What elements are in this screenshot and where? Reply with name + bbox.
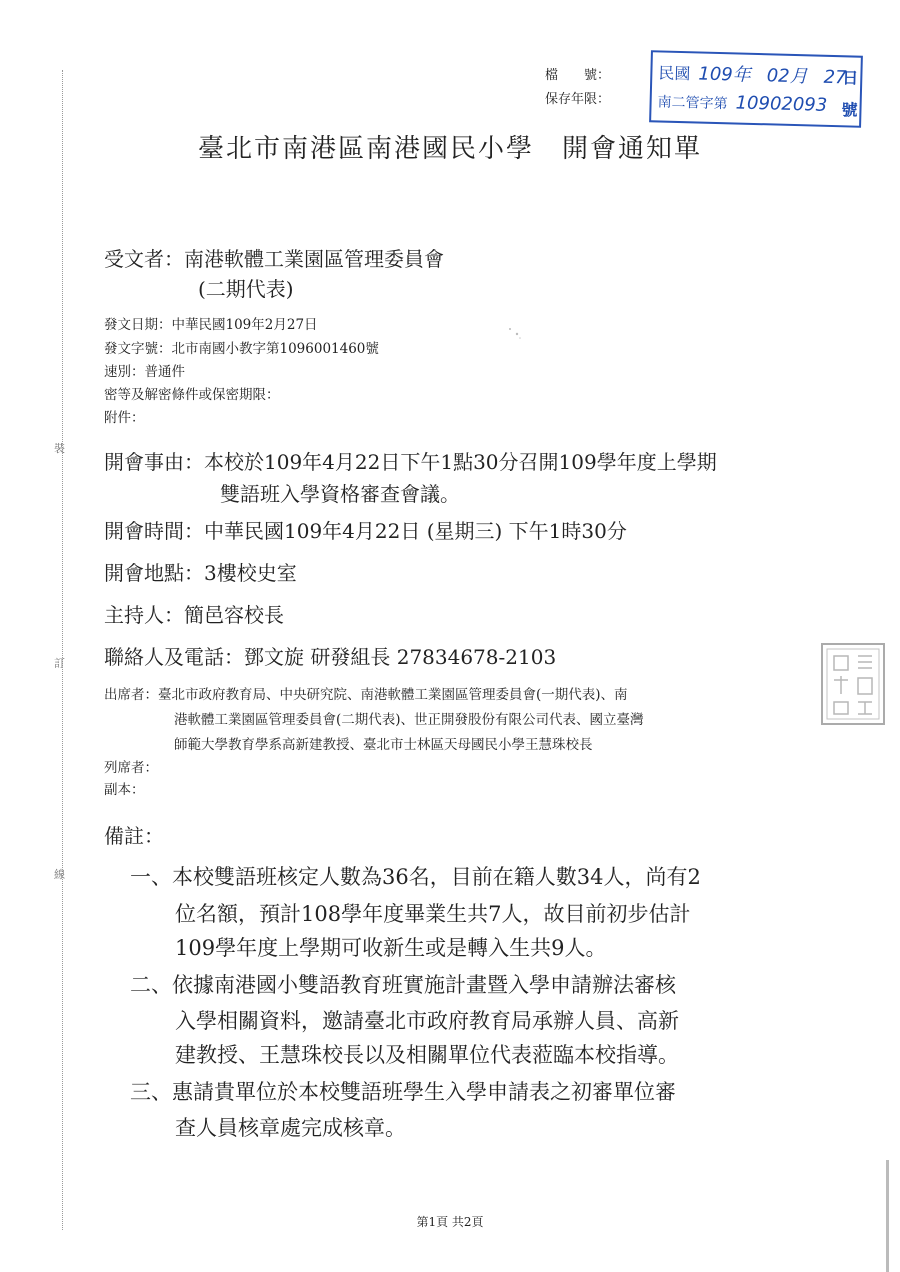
document-title bbox=[0, 128, 900, 165]
stamp-row-date bbox=[658, 58, 855, 89]
remark-item2-line3: 建教授、王慧珠校長以及相關單位代表蒞臨本校指導。 bbox=[175, 1043, 679, 1067]
doc-number: 發文字號：北市南國小教字第1096001460號 bbox=[104, 341, 379, 357]
stamp-day-suffix: 日 bbox=[842, 68, 859, 88]
meeting-place: 開會地點：3樓校史室 bbox=[104, 561, 297, 585]
meeting-purpose-line1: 開會事由：本校於109年4月22日下午1點30分召開109學年度上學期 bbox=[104, 450, 717, 474]
binding-line bbox=[62, 70, 63, 1230]
remark-item1-line3: 109學年度上學期可收新生或是轉入生共9人。 bbox=[175, 936, 607, 960]
scan-speck-icon bbox=[505, 325, 523, 341]
page-number: 第1頁 共2頁 bbox=[416, 1215, 484, 1229]
meeting-purpose-line2: 雙語班入學資格審查會議。 bbox=[220, 482, 460, 506]
attendees-line2: 港軟體工業園區管理委員會(二期代表)、世正開發股份有限公司代表、國立臺灣 bbox=[174, 712, 644, 728]
stamp-year: 109年 bbox=[698, 63, 752, 86]
meeting-time: 開會時間：中華民國109年4月22日 (星期三) 下午1時30分 bbox=[104, 519, 627, 543]
archive-retention-label: 保存年限： bbox=[545, 92, 611, 107]
receipt-stamp bbox=[649, 50, 863, 128]
binding-mark-top: 裝 bbox=[54, 442, 65, 455]
remark-item3-line2: 查人員核章處完成核章。 bbox=[175, 1116, 406, 1140]
stamp-month: 02月 bbox=[766, 65, 808, 88]
archive-file-no bbox=[545, 64, 610, 83]
archive-retention bbox=[545, 88, 610, 107]
binding-mark-middle: 訂 bbox=[54, 657, 65, 670]
binding-mark-bottom: 線 bbox=[54, 868, 65, 881]
remark-item1-line1: 一、本校雙語班核定人數為36名，目前在籍人數34人，尚有2 bbox=[130, 865, 701, 889]
faded-seal-icon bbox=[818, 640, 888, 728]
stamp-day: 27 bbox=[823, 66, 847, 89]
title-org: 臺北市南港區南港國民小學 bbox=[197, 134, 534, 164]
remark-item2-line1: 二、依據南港國小雙語教育班實施計畫暨入學申請辦法審核 bbox=[130, 973, 676, 997]
attendees-line3: 師範大學教育學系高新建教授、臺北市士林區天母國民小學王慧珠校長 bbox=[174, 737, 593, 753]
delivery-speed: 速別：普通件 bbox=[104, 364, 185, 380]
secrecy-level: 密等及解密條件或保密期限： bbox=[104, 387, 280, 403]
attendees-line1: 出席者：臺北市政府教育局、中央研究院、南港軟體工業園區管理委員會(一期代表)、南 bbox=[104, 687, 628, 703]
stamp-number: 10902093 bbox=[735, 92, 828, 116]
recipient-line1: 受文者：南港軟體工業園區管理委員會 bbox=[104, 247, 444, 271]
remark-item2-line2: 入學相關資料，邀請臺北市政府教育局承辦人員、高新 bbox=[175, 1009, 679, 1033]
issue-date: 發文日期：中華民國109年2月27日 bbox=[104, 317, 318, 333]
observers: 列席者： bbox=[104, 760, 158, 776]
meeting-chair: 主持人：簡邑容校長 bbox=[104, 603, 284, 627]
title-doc-type: 開會通知單 bbox=[562, 134, 703, 164]
copies: 副本： bbox=[104, 782, 145, 798]
recipient-line2: (二期代表) bbox=[198, 277, 294, 301]
meeting-contact: 聯絡人及電話：鄧文旋 研發組長 27834678-2103 bbox=[104, 645, 557, 669]
attachment: 附件： bbox=[104, 410, 145, 426]
remark-item3-line1: 三、惠請貴單位於本校雙語班學生入學申請表之初審單位審 bbox=[130, 1080, 676, 1104]
remark-item1-line2: 位名額，預計108學年度畢業生共7人，故目前初步估計 bbox=[175, 902, 691, 926]
stamp-prefix: 民國 bbox=[658, 63, 691, 84]
stamp-number-suffix: 號 bbox=[841, 100, 858, 120]
archive-file-no-label: 檔 號： bbox=[545, 68, 611, 83]
stamp-row-number bbox=[657, 90, 835, 116]
remarks-label: 備註： bbox=[104, 824, 164, 848]
stamp-number-prefix: 南二管字第 bbox=[657, 94, 728, 113]
